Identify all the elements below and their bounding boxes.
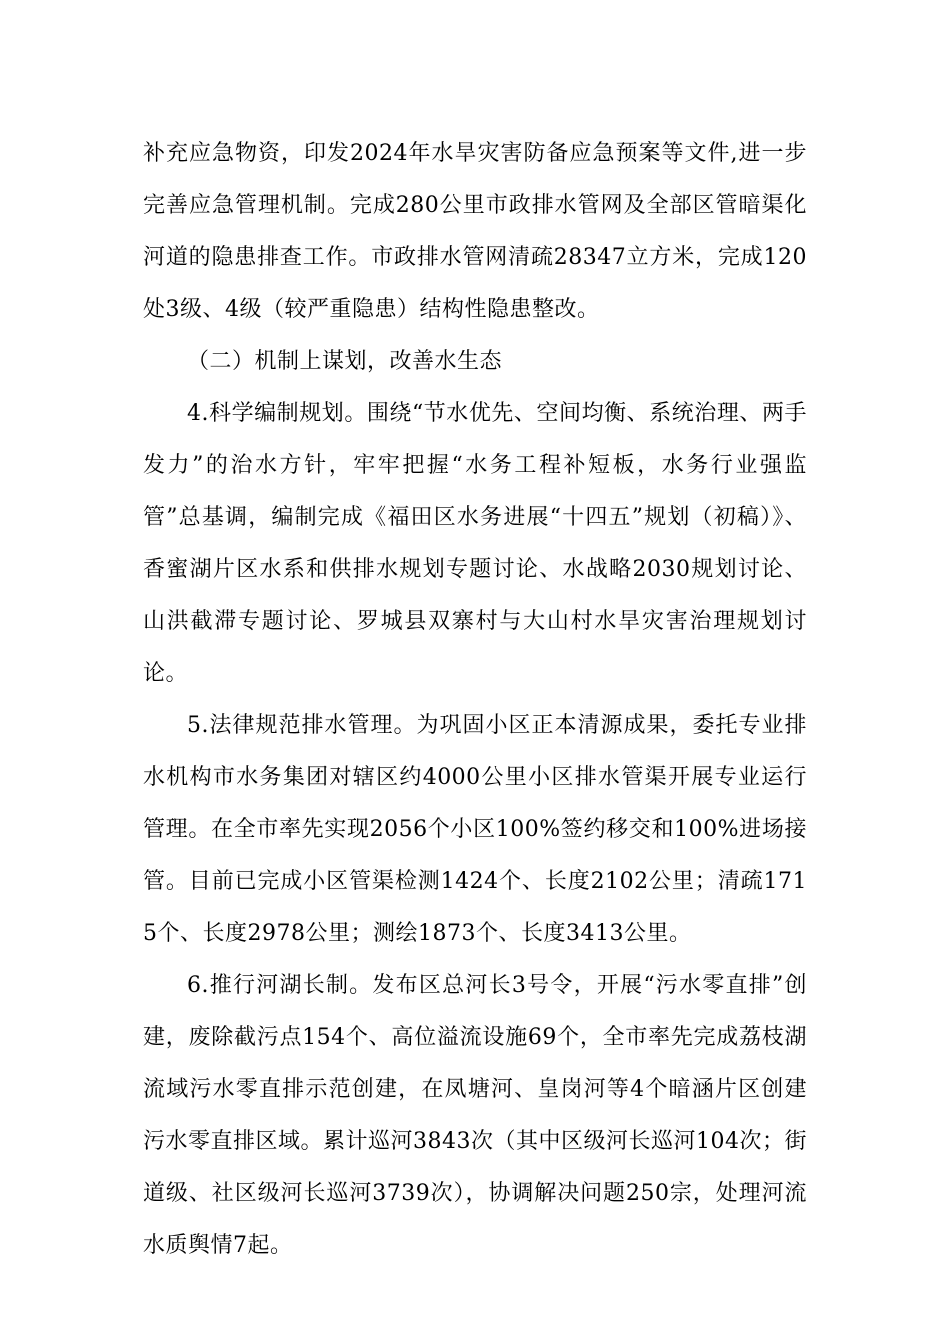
document-body — [143, 128, 807, 1272]
paragraph-emergency-management: 补充应急物资，印发2024年水旱灾害防备应急预案等文件,进一步完善应急管理机制。完成280公里市政排水管网及全部区管暗渠化河道的隐患排查工作。市政排水管网清疏28347立方米，完成120处3级、4级（较严重隐患）结构性隐患整改。 — [143, 141, 807, 322]
section-heading-water-ecology: （二）机制上谋划，改善水生态 — [187, 349, 503, 374]
paragraph-river-chief-system: 6.推行河湖长制。发布区总河长3号令，开展“污水零直排”创建，废除截污点154个、高位溢流设施69个，全市率先完成荔枝湖流域污水零直排示范创建，在凤塘河、皇岗河等4个暗涵片区创建污水零直排区域。累计巡河3843次（其中区级河长巡河104次；街道级、社区级河长巡河3739次），协调解决问题250宗，处理河流水质舆情7起。 — [143, 973, 807, 1258]
paragraph-planning: 4.科学编制规划。围绕“节水优先、空间均衡、系统治理、两手发力”的治水方针，牢牢把握“水务工程补短板，水务行业强监管”总基调，编制完成《福田区水务进展“十四五”规划（初稿）》、香蜜湖片区水系和供排水规划专题讨论、水战略2030规划讨论、山洪截滞专题讨论、罗城县双寨村与大山村水旱灾害治理规划讨论。 — [143, 401, 807, 686]
paragraph-drainage-management: 5.法律规范排水管理。为巩固小区正本清源成果，委托专业排水机构市水务集团对辖区约4000公里小区排水管渠开展专业运行管理。在全市率先实现2056个小区100%签约移交和100%进场接管。目前已完成小区管渠检测1424个、长度2102公里；清疏1715个、长度2978公里；测绘1873个、长度3413公里。 — [143, 713, 807, 946]
